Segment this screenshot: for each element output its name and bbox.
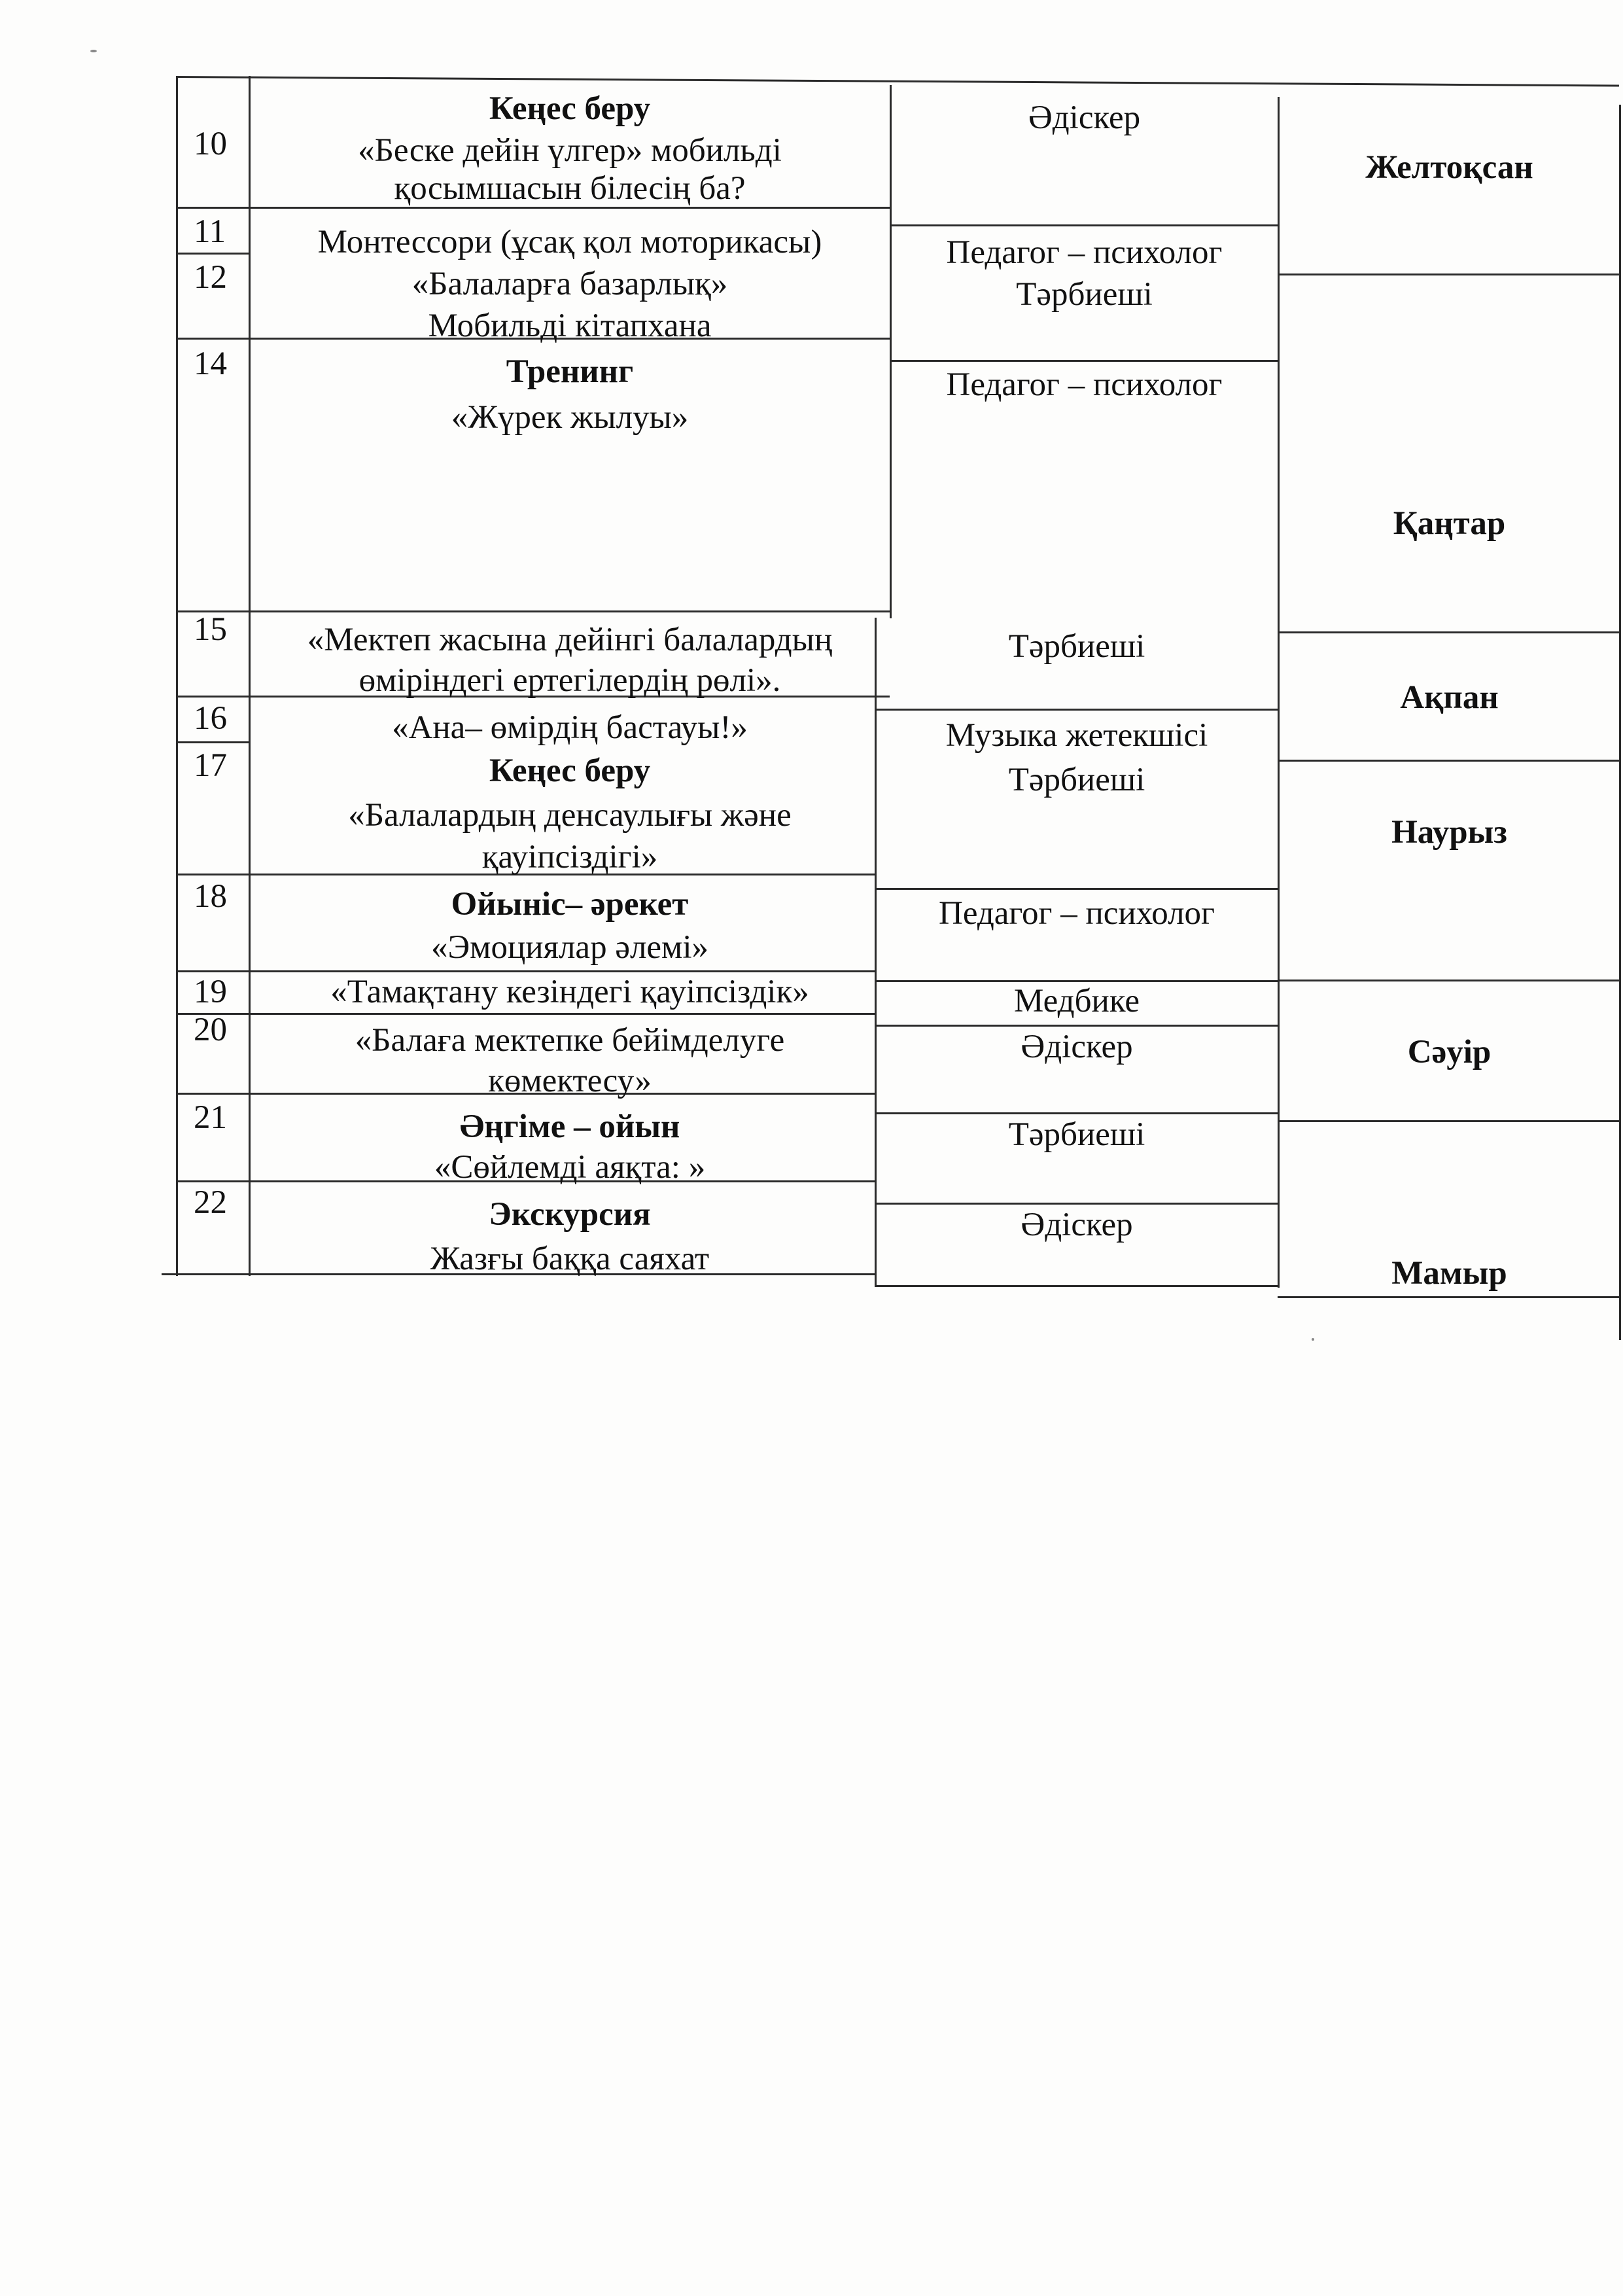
topic-line: Жазғы баққа саяхат <box>430 1241 710 1277</box>
row-number: 19 <box>194 974 227 1010</box>
topic-line: «Сөйлемді аяқта: » <box>434 1149 706 1186</box>
topic-line: «Балаға мектепке бейімделуге <box>355 1022 785 1059</box>
month-label: Ақпан <box>1400 679 1499 716</box>
topic-line: «Тамақтану кезіндегі қауіпсіздік» <box>330 974 809 1010</box>
responsible-person: Педагог – психолог <box>939 895 1215 932</box>
month-label: Наурыз <box>1391 814 1507 851</box>
scan-speck <box>90 50 97 52</box>
topic-line: «Балалардың денсаулығы және <box>348 797 792 834</box>
month-label: Сәуір <box>1407 1034 1492 1070</box>
responsible-person: Тәрбиеші <box>1016 276 1153 313</box>
month-label: Желтоқсан <box>1365 149 1533 186</box>
responsible-person: Педагог – психолог <box>946 234 1223 271</box>
responsible-person: Тәрбиеші <box>1008 628 1145 665</box>
responsible-person: Әдіскер <box>1028 99 1141 136</box>
topic-heading: Тренинг <box>506 353 634 390</box>
month-label: Қаңтар <box>1393 505 1506 542</box>
responsible-person: Тәрбиеші <box>1008 762 1145 798</box>
topic-heading: Экскурсия <box>489 1196 651 1233</box>
topic-heading: Әңгіме – ойын <box>459 1108 680 1145</box>
responsible-person: Медбике <box>1014 983 1140 1019</box>
row-number: 14 <box>194 345 227 382</box>
topic-line: Мобильді кітапхана <box>428 308 712 344</box>
topic-heading: Кеңес беру <box>489 752 651 789</box>
responsible-person: Педагог – психолог <box>946 366 1223 403</box>
topic-line: көмектесу» <box>488 1063 652 1099</box>
responsible-person: Музыка жетекшісі <box>945 717 1208 754</box>
row-number: 16 <box>194 700 227 737</box>
row-number: 15 <box>194 611 227 648</box>
scan-speck <box>1312 1338 1314 1341</box>
responsible-person: Тәрбиеші <box>1008 1116 1145 1153</box>
responsible-person: Әдіскер <box>1021 1029 1133 1065</box>
row-number: 12 <box>194 259 227 296</box>
topic-line: «Жүрек жылуы» <box>451 399 689 436</box>
topic-line: өміріндегі ертегілердің рөлі». <box>358 662 781 699</box>
row-number: 20 <box>194 1012 227 1048</box>
row-number: 22 <box>194 1184 227 1221</box>
responsible-person: Әдіскер <box>1021 1207 1133 1243</box>
row-number: 10 <box>194 126 227 162</box>
topic-line: Монтессори (ұсақ қол моторикасы) <box>317 224 822 260</box>
topic-line: қауіпсіздігі» <box>481 839 658 875</box>
topic-heading: Ойыніс– әрекет <box>451 886 689 923</box>
topic-line: «Эмоциялар әлемі» <box>431 929 708 966</box>
topic-line: «Мектеп жасына дейінгі балалардың <box>307 622 833 658</box>
topic-line: «Балаларға базарлық» <box>411 266 728 302</box>
row-number: 11 <box>194 213 226 250</box>
topic-line: «Ана– өмірдің бастауы!» <box>392 709 748 746</box>
row-number: 21 <box>194 1099 227 1136</box>
row-number: 18 <box>194 878 227 915</box>
topic-line: қосымшасын білесің ба? <box>394 170 746 207</box>
row-number: 17 <box>194 747 227 784</box>
month-label: Мамыр <box>1391 1255 1507 1292</box>
topic-heading: Кеңес беру <box>489 90 651 127</box>
topic-line: «Беске дейін үлгер» мобильді <box>358 132 782 169</box>
